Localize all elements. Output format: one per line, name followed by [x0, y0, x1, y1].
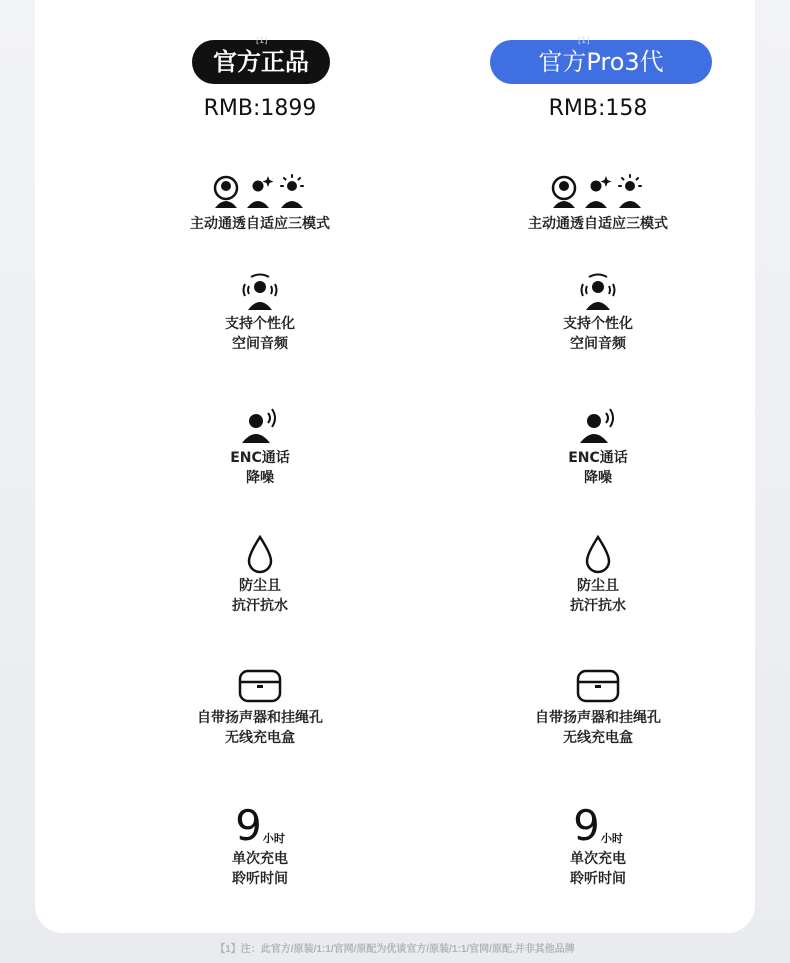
price: RMB:1899: [203, 96, 317, 121]
feature-label-line2: 聆听时间: [232, 871, 288, 887]
battery-number: 9: [573, 801, 600, 850]
feature-label-line2: 空间音频: [232, 336, 288, 352]
feature-label-line1: ENC通话: [230, 450, 290, 466]
feature-label-line2: 无线充电盒: [225, 730, 295, 746]
feature-label: 主动通透自适应三模式: [190, 216, 330, 232]
feature-label-line2: 空间音频: [570, 336, 626, 352]
feature-label-line2: 降噪: [246, 470, 274, 486]
feature-water-resist: [448, 532, 748, 616]
feature-label-line1: 自带扬声器和挂绳孔: [535, 710, 661, 726]
feature-label-line2: 抗汗抗水: [570, 598, 626, 614]
feature-modes: [110, 170, 410, 234]
three-person-modes-icon: [448, 170, 748, 214]
footnote: 【1】注：此官方/原装/1:1/官网/原配为优谈官方/原装/1:1/官网/原配,并非其他品牌: [215, 944, 575, 955]
feature-battery: [448, 803, 748, 889]
feature-label-line2: 抗汗抗水: [232, 598, 288, 614]
battery-hours: [110, 803, 410, 849]
feature-label-line1: 单次充电: [232, 851, 288, 867]
badge-pro3: [490, 36, 712, 84]
feature-charging-case: [110, 664, 410, 748]
person-voice-icon: [448, 404, 748, 448]
feature-label-line1: 防尘且: [577, 578, 619, 594]
price: RMB:158: [548, 96, 648, 121]
badge-label: 官方正品: [213, 48, 309, 76]
comparison-card: [35, 0, 755, 933]
feature-water-resist: [110, 532, 410, 616]
feature-label-line1: ENC通话: [568, 450, 628, 466]
battery-number: 9: [235, 801, 262, 850]
battery-hours: [448, 803, 748, 849]
feature-enc: [448, 404, 748, 488]
water-drop-icon: [110, 532, 410, 576]
feature-label-line1: 防尘且: [239, 578, 281, 594]
feature-label-line1: 单次充电: [570, 851, 626, 867]
feature-label-line1: 支持个性化: [563, 316, 633, 332]
feature-label: 主动通透自适应三模式: [528, 216, 668, 232]
spatial-audio-person-icon: [110, 270, 410, 314]
feature-label-line2: 聆听时间: [570, 871, 626, 887]
feature-charging-case: [448, 664, 748, 748]
feature-label-line2: 降噪: [584, 470, 612, 486]
feature-label-line1: 支持个性化: [225, 316, 295, 332]
feature-enc: [110, 404, 410, 488]
feature-spatial-audio: [448, 270, 748, 354]
battery-unit: 小时: [262, 833, 285, 845]
badge-official: [192, 36, 330, 84]
feature-spatial-audio: [110, 270, 410, 354]
water-drop-icon: [448, 532, 748, 576]
feature-battery: [110, 803, 410, 889]
charging-case-icon: [110, 664, 410, 708]
feature-modes: [448, 170, 748, 234]
three-person-modes-icon: [110, 170, 410, 214]
spatial-audio-person-icon: [448, 270, 748, 314]
badge-footnote-ref: [1]: [578, 36, 590, 45]
person-voice-icon: [110, 404, 410, 448]
badge-footnote-ref: [1]: [256, 36, 268, 45]
battery-unit: 小时: [600, 833, 623, 845]
badge-label: 官方Pro3代: [538, 48, 664, 76]
charging-case-icon: [448, 664, 748, 708]
feature-label-line2: 无线充电盒: [563, 730, 633, 746]
feature-label-line1: 自带扬声器和挂绳孔: [197, 710, 323, 726]
